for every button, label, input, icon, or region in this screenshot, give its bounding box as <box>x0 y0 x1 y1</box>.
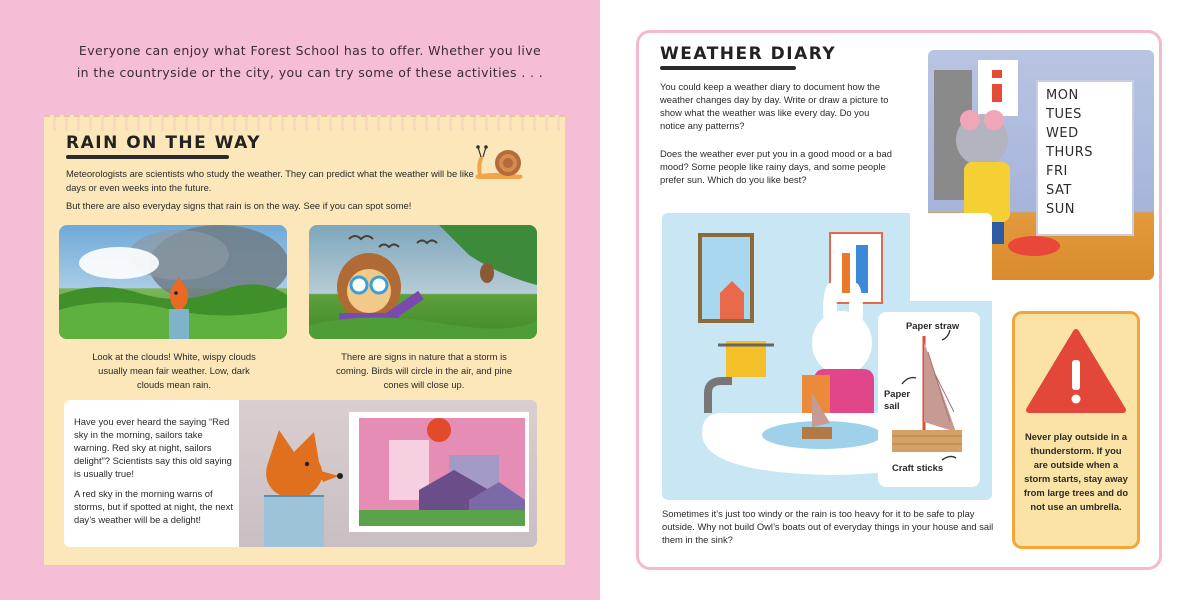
nature-caption: There are signs in nature that a storm is coming. Birds will circle in the air, and pine cones will close up. <box>335 351 513 390</box>
red-sky-text-2: A red sky in the morning warns of storms, but if spotted at night, the next day’s weather will be a delight! <box>74 488 233 525</box>
intro-text <box>60 40 560 84</box>
right-page <box>600 0 1200 600</box>
rain-para-1: Meteorologists are scientists who study the weather. They can predict what the weather will be like days or even weeks into the future. <box>66 168 474 193</box>
rain-para-2: But there are also everyday signs that rain is on the way. See if you can spot some! <box>66 200 412 211</box>
clouds-caption: Look at the clouds! White, wispy clouds usually mean fair weather. Low, dark clouds mean rain. <box>92 351 256 390</box>
label-craft-sticks: Craft sticks <box>892 462 944 473</box>
warning-triangle-icon <box>1015 322 1137 422</box>
rain-notepad <box>44 115 565 565</box>
warning-card <box>1012 311 1140 549</box>
boat-diagram <box>878 312 980 487</box>
rain-heading-underline <box>66 155 229 159</box>
weather-heading-wrap <box>660 44 836 64</box>
rain-heading-wrap <box>66 133 261 153</box>
weather-heading-underline <box>660 66 796 70</box>
weather-para-2: Does the weather ever put you in a good mood or a bad mood? Some people like rainy days, and some people prefer sun. Which do you like best? <box>660 148 892 185</box>
diary-day-sat: SAT <box>1046 183 1072 198</box>
intro-line-1: Everyone can enjoy what Forest School has to offer. Whether you live <box>78 43 542 58</box>
diary-day-thurs: THURS <box>1046 145 1094 160</box>
red-sky-text-1: Have you ever heard the saying “Red sky in the morning, sailors take warning. Red sky at night, sailors delight”? Scientists say this old saying is usually true! <box>74 416 232 479</box>
diary-day-sun: SUN <box>1046 202 1075 217</box>
rain-heading: RAIN ON THE WAY <box>66 133 261 153</box>
diary-day-fri: FRI <box>1046 164 1068 179</box>
clouds-illustration <box>59 225 287 339</box>
diary-day-tues: TUES <box>1046 107 1082 122</box>
owl-birds-illustration <box>309 225 537 339</box>
sink-boat-para: Sometimes it’s just too windy or the rain is too heavy for it to be safe to play outside. Why not build Owl’s boats out of everyday things in your house and sail them in the sink? <box>662 508 994 545</box>
intro-line-2: in the countryside or the city, you can try some of these activities . . . <box>76 65 544 80</box>
label-paper-sail: Paper sail <box>884 388 911 411</box>
weather-para-1: You could keep a weather diary to document how the weather changes day by day. Write or draw a picture to show what the weather was like every day. Do you notice any patterns? <box>660 81 889 131</box>
diary-day-wed: WED <box>1046 126 1079 141</box>
diary-day-mon: MON <box>1046 88 1079 103</box>
weather-diary-chart <box>1036 80 1134 236</box>
fox-window-illustration <box>239 400 537 547</box>
weather-diary-heading: WEATHER DIARY <box>660 44 837 64</box>
warning-text: Never play outside in a thunderstorm. If you are outside when a storm starts, stay away from large trees and do not use an umbrella. <box>1023 431 1129 512</box>
red-sky-card <box>64 400 537 547</box>
label-paper-straw: Paper straw <box>906 320 960 331</box>
